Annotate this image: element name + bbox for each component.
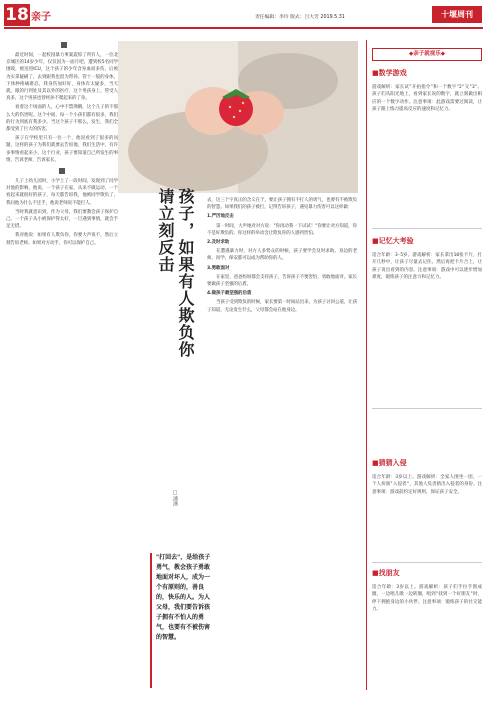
- paragraph: 当时我就意识到，作为父母，我们要教会孩子保护自己。一个孩子从小被保护得太好，一旦遇到事情，就会手足无措。: [6, 209, 118, 230]
- section-marker-icon: [61, 42, 67, 48]
- header-rule: [4, 27, 483, 29]
- paragraph: 去，这三个字真正的含义在于，要让孩子拥有不打人的勇气，也要有不被欺负的智慧。如果我们的孩子被打，记得告诉孩子，遇见暴力伤害可以这样做：: [207, 198, 357, 211]
- divider: [372, 408, 482, 409]
- paragraph: 我对他说：如果有人欺负你，你要大声说不，然后立刻告诉老师。如果对方动手，你可以保护自己。: [6, 233, 118, 246]
- editor-credits: 责任编辑：李玲 版式：吕大芳 2019.5.31: [255, 15, 345, 20]
- section-title: 亲子: [31, 12, 51, 23]
- article-photo: [118, 41, 358, 193]
- pull-quote-text: "打回去"，是给孩子勇气，教会孩子勇敢地面对坏人，成为一个有原则的，善良的，快乐的人。为人父母，我们要告诉孩子拥有不怕人的勇气，也要有不被伤害的智慧。: [156, 554, 211, 641]
- sidebar-heading: ■找朋友: [372, 569, 400, 577]
- sidebar-heading: ■数学游戏: [372, 69, 407, 77]
- paragraph: 在遭遇暴力时，对方人多势众的时候，孩子要学会及时求助。身边的老师、同学、保安都可以成为帮助你的人。: [207, 249, 357, 262]
- title-line-2: 请立刻反击: [156, 188, 175, 273]
- subheading: 4.做孩子最坚强的后盾: [207, 291, 252, 297]
- sidebar-body: 适合年龄：3岁以上。游戏解析：全家人围坐一团，一个人扮演"入侵者"，其他人负责猜出入侵者的身份。注意事项：游戏前约定好规则，保证孩子安全。: [372, 475, 482, 495]
- subheading: 3.勇敢面对: [207, 265, 230, 271]
- title-line-1: 孩子，如果有人欺负你: [176, 188, 195, 358]
- divider: [372, 562, 482, 563]
- page-number: 18: [5, 5, 29, 25]
- article-column-3: [207, 197, 357, 687]
- strawberry-hands-photo: [118, 41, 358, 193]
- sidebar-section-3: [372, 458, 482, 566]
- divider: [372, 228, 482, 229]
- column-divider: [366, 40, 367, 690]
- paragraph: 第一时间，大声地对对方说："你再动我一下试试！"你要让对方知道，你不是好欺负的。你这样的举动会让欺负你的人感到害怕。: [207, 223, 357, 236]
- article-title: [150, 188, 194, 358]
- sidebar-body: 适合年龄：3岁以上。游戏解析：孩子们手拉手围成圈，一边唱儿歌一边转圈，唱到"找到一个好朋友"时，停下拥抱身边的小伙伴。注意事项：锻炼孩子的社交能力。: [372, 585, 482, 613]
- subheading: 1.严厉地反击: [207, 214, 234, 220]
- paragraph: 最近时间，一起校园暴力事案震惊了所有人，一位北京城区的14岁少年，仅仅因为一面月吧，遭到校5名同学围殴，被送进ICU，这个孩子的少年含身血而多伤，后被为实拿疑刷了，去到跟我也留为带孙。管十一般的身体，下体肿疼痛难忍，我身伤加好好，身体有太疑多，当天就，眼的行到处及其以外的医疗，这个男孩身上，管受人真多，这个男孩也曾经孙不爬起来的了身。: [6, 53, 118, 102]
- newspaper-brand: 十堰周刊: [432, 6, 482, 23]
- paragraph: 儿子上幼儿园时，小学上了一段时间，发现到了同学对他的影响，他说，一个孩子在家，从来不做运动，一个看起来就很好的孩子，每天都告诉我，他被同学欺负了，我问他为什么不还手，他说老师说不能打人。: [6, 179, 118, 206]
- section-marker-icon: [59, 168, 65, 174]
- paragraph: 孩子在学校里只有一位一个，他说看到了很多的问题，这样的孩子为我们就要去告诉他，我们生活中，有许多事情看起来小，这个行业，孩子要知道自己所发生的事情，告诉老师，告诉家长。: [6, 136, 118, 163]
- sidebar-body: 适合年龄：3-5岁。游戏解析：家长拿出10张卡片，打开几秒中，让孩子尽量去记住。然后再把卡片合上，让孩子说出看到的内容。注意事项：游戏中可以逐步增加难度，锻炼孩子的注意力和记忆力。: [372, 253, 482, 281]
- subheading: 2.及时求助: [207, 240, 230, 246]
- sidebar-heading: ■记忆大考验: [372, 237, 414, 245]
- sidebar-section-4: [372, 568, 482, 694]
- sidebar-section-1: [372, 68, 482, 232]
- sidebar-tab: ◆亲子就视乐◆: [372, 48, 482, 61]
- paragraph: 看着这个场面的人，心中不禁沸腾，这个儿子的不那么大的伤害呢。这个中间，每一个小孩们都有很多，我们的行为到底有我多少。当这个孩子不那么，发生，我们全都受到了巨大的伤害。: [6, 105, 118, 133]
- paragraph: 当孩子受到欺负的时候，家长要第一时间站出来，为孩子讨回公道，让孩子知道，无论发生什么，父母都会站在他身边。: [207, 300, 357, 313]
- sidebar-section-2: [372, 236, 482, 412]
- author-byline: □潘潘: [172, 490, 178, 506]
- paragraph: 在家里，爸爸妈妈都会支持孩子，告诉孩子不要害怕，勇敢地面对。家长要做孩子坚强的后盾。: [207, 274, 357, 288]
- pull-quote: [150, 553, 214, 688]
- article-column-1: [6, 52, 118, 692]
- sidebar-heading: ■猜猜入侵: [372, 459, 407, 467]
- sidebar-body: 游戏解析：家长试"开拍指令"和一个数字"2"交"3"。孩子们从阳光地上，看到家长说的数字，就立刻做出相应的一个数字动作。注意事项：此游戏需要过阅读，让孩子跟上练习提高反应的速度和记忆力。: [372, 85, 482, 113]
